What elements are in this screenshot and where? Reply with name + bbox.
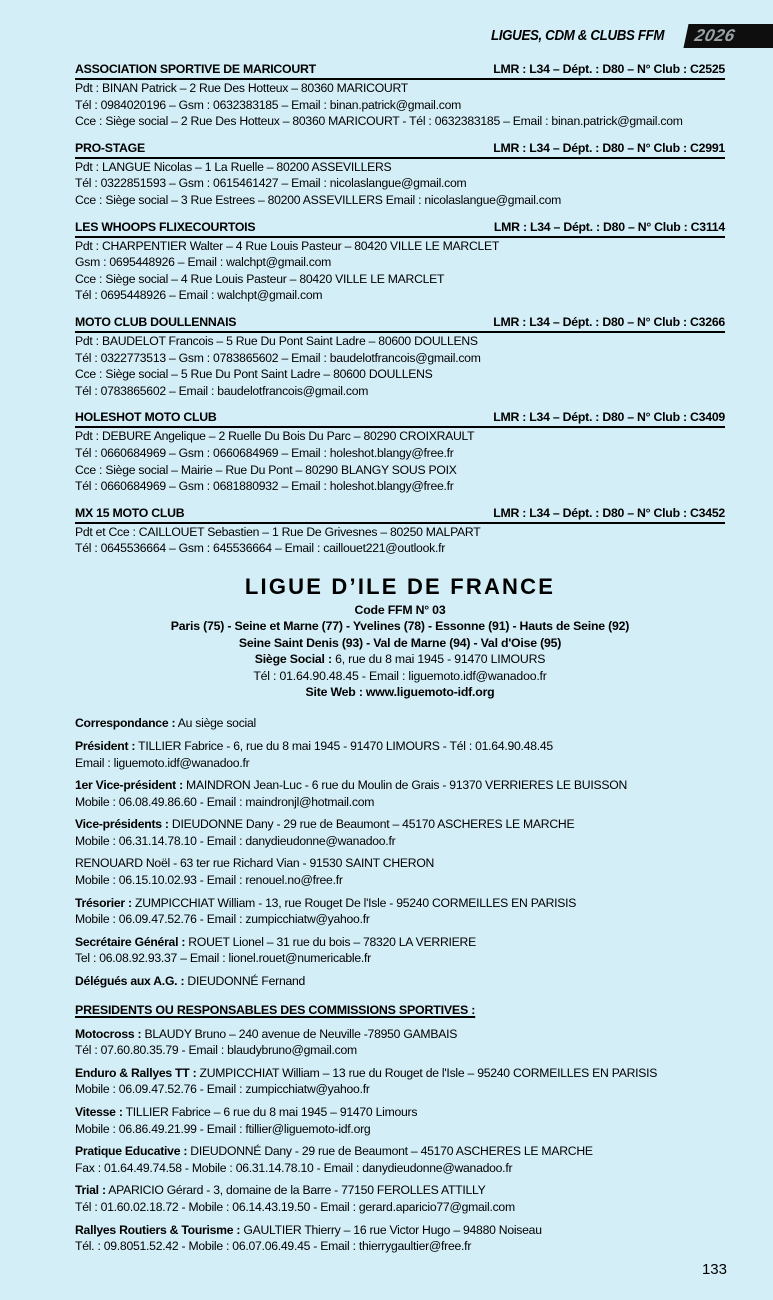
- club-entry: [75, 315, 725, 399]
- commission-entry: [75, 1026, 725, 1059]
- officer-details: ZUMPICCHIAT William - 13, rue Rouget De l'Isle - 95240 CORMEILLES EN PARISIS: [131, 895, 577, 910]
- officer-main-line: [75, 973, 725, 990]
- officer-entry: [75, 777, 725, 810]
- commission-role-label: Rallyes Routiers & Tourisme :: [75, 1222, 241, 1237]
- club-detail-line: Tél : 0660684969 – Gsm : 0681880932 – Email : holeshot.blangy@free.fr: [75, 479, 454, 494]
- ligue-site-label: Site Web :: [305, 684, 363, 699]
- officer-entry: [75, 895, 725, 928]
- club-detail-line: Tél : 0660684969 – Gsm : 0660684969 – Email : holeshot.blangy@free.fr: [75, 445, 454, 460]
- club-heading: [75, 315, 725, 333]
- officer-main-line: [75, 715, 725, 732]
- commission-main-line: [75, 1143, 725, 1160]
- commission-main-line: [75, 1065, 725, 1082]
- club-detail-line: Tél : 0695448926 – Email : walchpt@gmail.com: [75, 288, 323, 303]
- commission-contact-line: Fax : 01.64.49.74.58 - Mobile : 06.31.14.78.10 - Email : danydieudonne@wanadoo.fr: [75, 1160, 513, 1175]
- club-heading: [75, 141, 725, 159]
- commission-details: BLAUDY Bruno – 240 avenue de Neuville -78950 GAMBAIS: [141, 1026, 458, 1041]
- officer-contact-line: Mobile : 06.31.14.78.10 - Email : danydieudonne@wanadoo.fr: [75, 833, 396, 848]
- year-badge: [683, 24, 773, 48]
- club-name: MX 15 MOTO CLUB: [75, 505, 185, 520]
- commission-details: ZUMPICCHIAT William – 13 rue du Rouget de l'Isle – 95240 CORMEILLES EN PARISIS: [196, 1065, 658, 1080]
- club-detail-line: Pdt : DEBURE Angelique – 2 Ruelle Du Bois Du Parc – 80290 CROIXRAULT: [75, 429, 475, 444]
- club-ref: LMR : L34 – Dépt. : D80 – N° Club : C3114: [493, 219, 725, 234]
- club-detail-line: Cce : Siège social – 4 Rue Louis Pasteur – 80420 VILLE LE MARCLET: [75, 271, 445, 286]
- officer-details: DIEUDONNE Dany - 29 rue de Beaumont – 45170 ASCHERES LE MARCHE: [168, 817, 575, 832]
- officer-role-label: 1er Vice-président :: [75, 778, 183, 793]
- officer-details: TILLIER Fabrice - 6, rue du 8 mai 1945 - 91470 LIMOURS - Tél : 01.64.90.48.45: [135, 738, 553, 753]
- club-ref: LMR : L34 – Dépt. : D80 – N° Club : C2991: [493, 140, 725, 155]
- commission-details: DIEUDONNÉ Dany - 29 rue de Beaumont – 45170 ASCHERES LE MARCHE: [187, 1144, 593, 1159]
- ligue-title: LIGUE D’ILE DE FRANCE: [244, 573, 556, 599]
- ligue-siege-line: [75, 651, 725, 667]
- commission-contact-line: Tél : 01.60.02.18.72 - Mobile : 06.14.43.19.50 - Email : gerard.aparicio77@gmail.com: [75, 1199, 515, 1214]
- commission-entry: [75, 1065, 725, 1098]
- officer-contact-line: Email : liguemoto.idf@wanadoo.fr: [75, 755, 250, 770]
- ligue-code: Code FFM N° 03: [354, 602, 446, 617]
- club-name: PRO-STAGE: [75, 140, 145, 155]
- ligue-departments-line1: Paris (75) - Seine et Marne (77) - Yvelines (78) - Essonne (91) - Hauts de Seine (92): [170, 619, 630, 634]
- officer-details: ROUET Lionel – 31 rue du bois – 78320 LA VERRIERE: [185, 934, 476, 949]
- club-detail-line: Gsm : 0695448926 – Email : walchpt@gmail.com: [75, 255, 332, 270]
- officer-entry: [75, 973, 725, 990]
- club-detail-line: Tél : 0322851593 – Gsm : 0615461427 – Email : nicolaslangue@gmail.com: [75, 176, 467, 191]
- club-detail-line: Cce : Siège social – 5 Rue Du Pont Saint Ladre – 80600 DOULLENS: [75, 367, 433, 382]
- commission-main-line: [75, 1222, 725, 1239]
- club-entry: [75, 141, 725, 209]
- officer-entry: [75, 934, 725, 967]
- officer-entry: [75, 715, 725, 732]
- commission-contact-line: Mobile : 06.09.47.52.76 - Email : zumpicchiatw@yahoo.fr: [75, 1082, 370, 1097]
- ligue-site-line: [75, 684, 725, 700]
- club-heading: [75, 62, 725, 80]
- ligue-siege-label: Siège Social :: [254, 652, 332, 667]
- commission-details: APARICIO Gérard - 3, domaine de la Barre - 77150 FEROLLES ATTILLY: [105, 1183, 486, 1198]
- commission-entry: [75, 1182, 725, 1215]
- officer-main-line: [75, 816, 725, 833]
- commission-contact-line: Mobile : 06.86.49.21.99 - Email : ftillier@liguemoto-idf.org: [75, 1121, 371, 1136]
- page-number: 133: [701, 1261, 727, 1278]
- ligue-tel-line: Tél : 01.64.90.48.45 - Email : liguemoto.idf@wanadoo.fr: [253, 668, 547, 683]
- club-ref: LMR : L34 – Dépt. : D80 – N° Club : C3409: [493, 410, 725, 425]
- officer-role-label: Délégués aux A.G. :: [75, 974, 185, 989]
- commissions-heading: PRESIDENTS OU RESPONSABLES DES COMMISSIONS SPORTIVES :: [75, 1002, 476, 1017]
- officer-role-label: Trésorier :: [75, 895, 132, 910]
- club-entry: [75, 62, 725, 130]
- club-name: ASSOCIATION SPORTIVE DE MARICOURT: [75, 62, 316, 76]
- commission-main-line: [75, 1182, 725, 1199]
- commission-role-label: Pratique Educative :: [75, 1144, 188, 1159]
- officer-details: RENOUARD Noël - 63 ter rue Richard Vian - 91530 SAINT CHERON: [75, 856, 435, 871]
- officer-role-label: Vice-présidents :: [75, 817, 169, 832]
- club-heading: [75, 410, 725, 428]
- officer-main-line: [75, 777, 725, 794]
- ligue-departments-line2: Seine Saint Denis (93) - Val de Marne (94) - Val d'Oise (95): [238, 635, 562, 650]
- club-name: HOLESHOT MOTO CLUB: [75, 410, 217, 425]
- club-heading: [75, 506, 725, 524]
- club-detail-line: Tél : 0645536664 – Gsm : 645536664 – Email : caillouet221@outlook.fr: [75, 541, 446, 556]
- officer-contact-line: Mobile : 06.09.47.52.76 - Email : zumpicchiatw@yahoo.fr: [75, 912, 370, 927]
- club-entry: [75, 506, 725, 557]
- officer-main-line: [75, 855, 725, 872]
- commission-entry: [75, 1222, 725, 1255]
- club-detail-line: Cce : Siège social – Mairie – Rue Du Pont – 80290 BLANGY SOUS POIX: [75, 462, 457, 477]
- club-ref: LMR : L34 – Dépt. : D80 – N° Club : C3452: [493, 505, 725, 520]
- page-content: [0, 48, 773, 1255]
- commission-details: TILLIER Fabrice – 6 rue du 8 mai 1945 – 91470 Limours: [122, 1105, 418, 1119]
- officer-contact-line: Tel : 06.08.92.93.37 – Email : lionel.rouet@numericable.fr: [75, 951, 371, 966]
- club-detail-line: Tél : 0783865602 – Email : baudelotfrancois@gmail.com: [75, 383, 369, 398]
- officer-main-line: [75, 895, 725, 912]
- officer-role-label: Secrétaire Général :: [75, 934, 186, 949]
- commission-role-label: Motocross :: [75, 1026, 142, 1041]
- club-detail-line: Cce : Siège social – 3 Rue Estrees – 80200 ASSEVILLERS Email : nicolaslangue@gmail.com: [75, 192, 562, 207]
- officer-details: MAINDRON Jean-Luc - 6 rue du Moulin de Grais - 91370 VERRIERES LE BUISSON: [182, 778, 628, 793]
- club-name: LES WHOOPS FLIXECOURTOIS: [75, 219, 256, 234]
- commissions-list: [75, 1026, 725, 1255]
- officer-contact-line: Mobile : 06.08.49.86.60 - Email : maindronjl@hotmail.com: [75, 794, 375, 809]
- commission-role-label: Enduro & Rallyes TT :: [75, 1065, 197, 1080]
- club-heading: [75, 220, 725, 238]
- club-detail-line: Cce : Siège social – 2 Rue Des Hotteux – 80360 MARICOURT - Tél : 0632383185 – Email : binan.patrick@gmail.com: [75, 114, 683, 129]
- club-detail-line: Pdt : LANGUE Nicolas – 1 La Ruelle – 80200 ASSEVILLERS: [75, 159, 392, 174]
- officer-details: DIEUDONNÉ Fernand: [184, 974, 306, 989]
- club-detail-line: Pdt : CHARPENTIER Walter – 4 Rue Louis Pasteur – 80420 VILLE LE MARCLET: [75, 238, 500, 253]
- officers-list: [75, 715, 725, 989]
- officer-main-line: [75, 738, 725, 755]
- commission-details: GAULTIER Thierry – 16 rue Victor Hugo – 94880 Noiseau: [240, 1222, 542, 1237]
- club-detail-line: Tél : 0322773513 – Gsm : 0783865602 – Email : baudelotfrancois@gmail.com: [75, 350, 481, 365]
- officer-role-label: Correspondance :: [75, 716, 176, 731]
- club-name: MOTO CLUB DOULLENNAIS: [75, 314, 237, 329]
- club-entry: [75, 410, 725, 494]
- commission-contact-line: Tél. : 09.8051.52.42 - Mobile : 06.07.06.49.45 - Email : thierrygaultier@free.fr: [75, 1239, 472, 1254]
- clubs-list: [75, 62, 725, 557]
- club-entry: [75, 220, 725, 304]
- club-detail-line: Pdt : BAUDELOT Francois – 5 Rue Du Pont Saint Ladre – 80600 DOULLENS: [75, 333, 478, 348]
- commission-main-line: [75, 1104, 725, 1121]
- officer-entry: [75, 816, 725, 849]
- club-ref: LMR : L34 – Dépt. : D80 – N° Club : C2525: [493, 62, 725, 76]
- officer-entry: [75, 738, 725, 771]
- commission-entry: [75, 1143, 725, 1176]
- commission-main-line: [75, 1026, 725, 1043]
- ligue-site-url: www.liguemoto-idf.org: [362, 684, 495, 699]
- officer-contact-line: Mobile : 06.15.10.02.93 - Email : renouel.no@free.fr: [75, 873, 343, 888]
- club-detail-line: Pdt : BINAN Patrick – 2 Rue Des Hotteux – 80360 MARICOURT: [75, 81, 409, 95]
- year-badge-text: 2026: [693, 26, 737, 45]
- officer-role-label: Président :: [75, 738, 136, 753]
- header-title: LIGUES, CDM & CLUBS FFM: [490, 28, 664, 44]
- club-detail-line: Pdt et Cce : CAILLOUET Sebastien – 1 Rue De Grivesnes – 80250 MALPART: [75, 524, 481, 539]
- commission-role-label: Trial :: [75, 1183, 106, 1198]
- page-header: [0, 0, 773, 48]
- officer-entry: [75, 855, 725, 888]
- officer-details: Au siège social: [175, 716, 256, 731]
- officer-main-line: [75, 934, 725, 951]
- ligue-section: [75, 574, 725, 700]
- commission-role-label: Vitesse :: [75, 1105, 123, 1119]
- club-detail-line: Tél : 0984020196 – Gsm : 0632383185 – Email : binan.patrick@gmail.com: [75, 97, 462, 112]
- ligue-siege-value: 6, rue du 8 mai 1945 - 91470 LIMOURS: [331, 652, 546, 667]
- commission-contact-line: Tél : 07.60.80.35.79 - Email : blaudybruno@gmail.com: [75, 1043, 357, 1058]
- commission-entry: [75, 1104, 725, 1137]
- club-ref: LMR : L34 – Dépt. : D80 – N° Club : C3266: [493, 314, 725, 329]
